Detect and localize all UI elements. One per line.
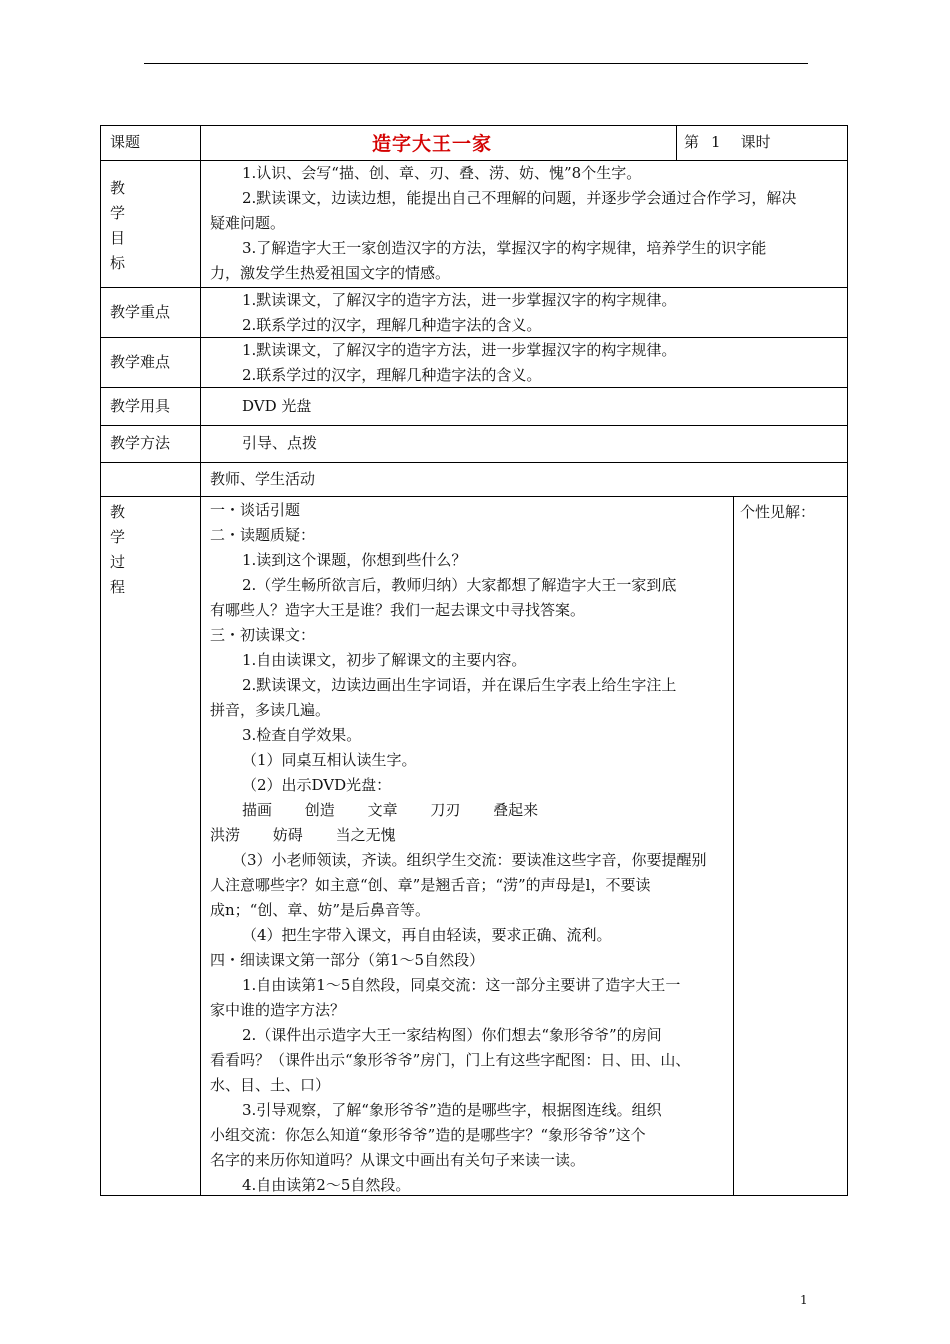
row-divider <box>100 425 848 426</box>
row-divider <box>100 462 848 463</box>
goals-label <box>110 176 125 276</box>
process-line: （4）把生字带入课文，再自由轻读，要求正确、流利。 <box>242 926 612 944</box>
column-divider <box>676 125 677 160</box>
process-line: 1.读到这个课题，你想到些什么？ <box>242 551 467 569</box>
goal-line: 3.了解造字大王一家创造汉字的方法，掌握汉字的构字规律，培养学生的识字能 <box>242 239 767 257</box>
key-point-line: 1.默读课文，了解汉字的造字方法，进一步掌握汉字的构字规律。 <box>242 291 677 309</box>
vocab-word: 叠起来 <box>493 801 539 819</box>
process-line: 成n；“创、章、妨”是后鼻音等。 <box>210 901 430 919</box>
process-line: 1.自由读课文，初步了解课文的主要内容。 <box>242 651 527 669</box>
page-number: 1 <box>800 1293 808 1307</box>
vocab-word: 当之无愧 <box>335 826 396 844</box>
process-line: 人注意哪些字？如主意“创、章”是翘舌音；“涝”的声母是l，不要读 <box>210 876 651 894</box>
methods-value: 引导、点拨 <box>242 434 318 452</box>
process-line: 4.自由读第2～5自然段。 <box>242 1176 411 1194</box>
process-content <box>210 498 726 1198</box>
lesson-prefix: 第 <box>684 133 700 151</box>
row-divider <box>100 496 848 497</box>
key-points-label: 教学重点 <box>110 303 171 321</box>
process-line: 家中谁的造字方法？ <box>210 1001 346 1019</box>
goals-label-char: 目 <box>110 229 126 247</box>
vocab-word: 创造 <box>304 801 335 819</box>
process-label-char: 教 <box>110 503 126 521</box>
goals-label-char: 教 <box>110 179 126 197</box>
lesson-number: 1 <box>711 133 721 151</box>
subject-label: 课题 <box>110 133 141 151</box>
goals-content <box>210 161 796 286</box>
table-border-left <box>100 125 101 1195</box>
table-border-right <box>847 125 848 1195</box>
column-divider <box>733 496 734 1195</box>
process-line: （3）小老师领读，齐读。组织学生交流：要读准这些字音，你要提醒别 <box>232 851 707 869</box>
lesson-period <box>684 130 771 155</box>
key-point-line: 2.联系学过的汉字，理解几种造字法的含义。 <box>242 316 542 334</box>
process-line: 三・初读课文： <box>210 626 316 644</box>
process-line: 1.自由读第1～5自然段，同桌交流：这一部分主要讲了造字大王一 <box>242 976 681 994</box>
key-points-content <box>210 288 676 338</box>
methods-label: 教学方法 <box>110 434 171 452</box>
goal-line: 疑难问题。 <box>210 214 286 232</box>
process-line: 水、目、土、口） <box>210 1076 331 1094</box>
process-line: 一・谈话引题 <box>210 501 301 519</box>
difficulties-label: 教学难点 <box>110 353 171 371</box>
personal-notes-label: 个性见解： <box>740 503 816 521</box>
vocab-row <box>210 798 726 823</box>
vocab-word: 描画 <box>242 801 273 819</box>
goal-line: 力，激发学生热爱祖国文字的情感。 <box>210 264 451 282</box>
process-label-char: 学 <box>110 528 126 546</box>
process-line: 看看吗？（课件出示“象形爷爷”房门，门上有这些字配图：日、田、山、 <box>210 1051 691 1069</box>
tools-value: DVD 光盘 <box>242 397 312 415</box>
process-line: （1）同桌互相认读生字。 <box>242 751 417 769</box>
process-line: 3.引导观察，了解“象形爷爷”造的是哪些字，根据图连线。组织 <box>242 1101 662 1119</box>
process-line: 2.（课件出示造字大王一家结构图）你们想去“象形爷爷”的房间 <box>242 1026 662 1044</box>
process-line: （2）出示DVD光盘： <box>242 776 392 794</box>
vocab-word: 洪涝 <box>210 826 241 844</box>
lesson-suffix: 课时 <box>740 133 771 151</box>
process-line: 2.默读课文，边读边画出生字词语，并在课后生字表上给生字注上 <box>242 676 677 694</box>
vocab-row <box>210 823 726 848</box>
goal-line: 2.默读课文，边读边想，能提出自己不理解的问题，并逐步学会通过合作学习，解决 <box>242 189 797 207</box>
table-border-top <box>100 125 848 126</box>
goal-line: 1.认识、会写“描、创、章、刃、叠、涝、妨、愧”8个生字。 <box>242 164 642 182</box>
process-line: 小组交流：你怎么知道“象形爷爷”造的是哪些字？“象形爷爷”这个 <box>210 1126 646 1144</box>
activities-header: 教师、学生活动 <box>210 470 316 488</box>
difficulty-line: 1.默读课文，了解汉字的造字方法，进一步掌握汉字的构字规律。 <box>242 341 677 359</box>
process-label <box>110 500 125 600</box>
goals-label-char: 学 <box>110 204 126 222</box>
vocab-word: 文章 <box>367 801 398 819</box>
process-line: 二・读题质疑： <box>210 526 316 544</box>
process-label-char: 过 <box>110 553 126 571</box>
goals-label-char: 标 <box>110 254 126 272</box>
column-divider <box>200 125 201 1195</box>
process-line: 3.检查自学效果。 <box>242 726 362 744</box>
process-line: 四・细读课文第一部分（第1～5自然段） <box>210 951 485 969</box>
lesson-title: 造字大王一家 <box>372 133 493 155</box>
difficulty-line: 2.联系学过的汉字，理解几种造字法的含义。 <box>242 366 542 384</box>
difficulties-content <box>210 338 676 388</box>
process-line: 有哪些人？造字大王是谁？我们一起去课文中寻找答案。 <box>210 601 586 619</box>
process-label-char: 程 <box>110 578 126 596</box>
tools-label: 教学用具 <box>110 397 171 415</box>
process-line: 名字的来历你知道吗？从课文中画出有关句子来读一读。 <box>210 1151 586 1169</box>
process-line: 2.（学生畅所欲言后，教师归纳）大家都想了解造字大王一家到底 <box>242 576 677 594</box>
vocab-word: 妨碍 <box>272 826 303 844</box>
vocab-word: 刀刃 <box>430 801 461 819</box>
process-line: 拼音，多读几遍。 <box>210 701 331 719</box>
